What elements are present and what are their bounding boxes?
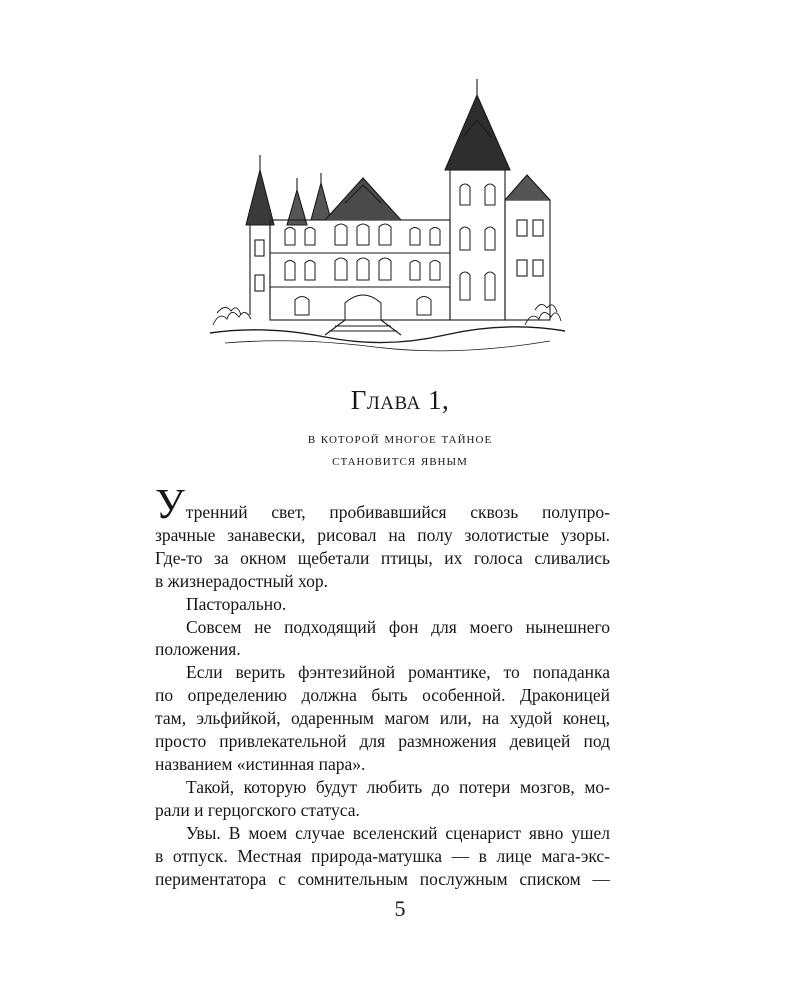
- chapter-subtitle-line: становится явным: [332, 453, 468, 469]
- text-line: просто привлекательной для размножения девицей под: [155, 731, 610, 752]
- text-line: Совсем не подходящий фон для моего нынешнего: [186, 616, 610, 637]
- text-line: периментатора с сомнительным послужным списком —: [155, 868, 610, 889]
- text-line: в жизнерадостный хор.: [155, 570, 328, 591]
- drop-cap: У: [155, 482, 185, 528]
- text-line-rest: тренний свет, пробивавшийся сквозь полупро-: [185, 502, 610, 522]
- text-line: [155, 482, 610, 528]
- text-line: Если верить фэнтезийной романтике, то попаданка: [186, 662, 610, 683]
- text-line: Такой, которую будут любить до потери мозгов, мо-: [186, 776, 610, 797]
- text-line: по определению должна быть особенной. Драконицей: [155, 685, 610, 706]
- text-line: там, эльфийкой, одаренным магом или, на худой конец,: [155, 708, 610, 729]
- chapter-title: Глава 1,: [350, 385, 450, 415]
- text-line: зрачные занавески, рисовал на полу золотистые узоры.: [155, 524, 610, 545]
- text-line: Пасторально.: [186, 593, 287, 614]
- chapter-body-text: [155, 482, 610, 890]
- text-line: положения.: [155, 639, 241, 660]
- chapter-subtitle-line: в которой многое тайное: [307, 431, 493, 447]
- text-line: названием «истинная пара».: [155, 753, 366, 774]
- chapter-subtitle: [200, 428, 600, 472]
- text-line: Увы. В моем случае вселенский сценарист явно ушел: [186, 822, 610, 843]
- castle-illustration: [205, 75, 570, 375]
- text-line: в отпуск. Местная природа-матушка — в лице мага-экс-: [155, 845, 610, 866]
- text-line: Где-то за окном щебетали птицы, их голоса сливались: [155, 547, 610, 568]
- page-number: 5: [394, 896, 406, 921]
- text-line: рали и герцогского статуса.: [155, 799, 360, 820]
